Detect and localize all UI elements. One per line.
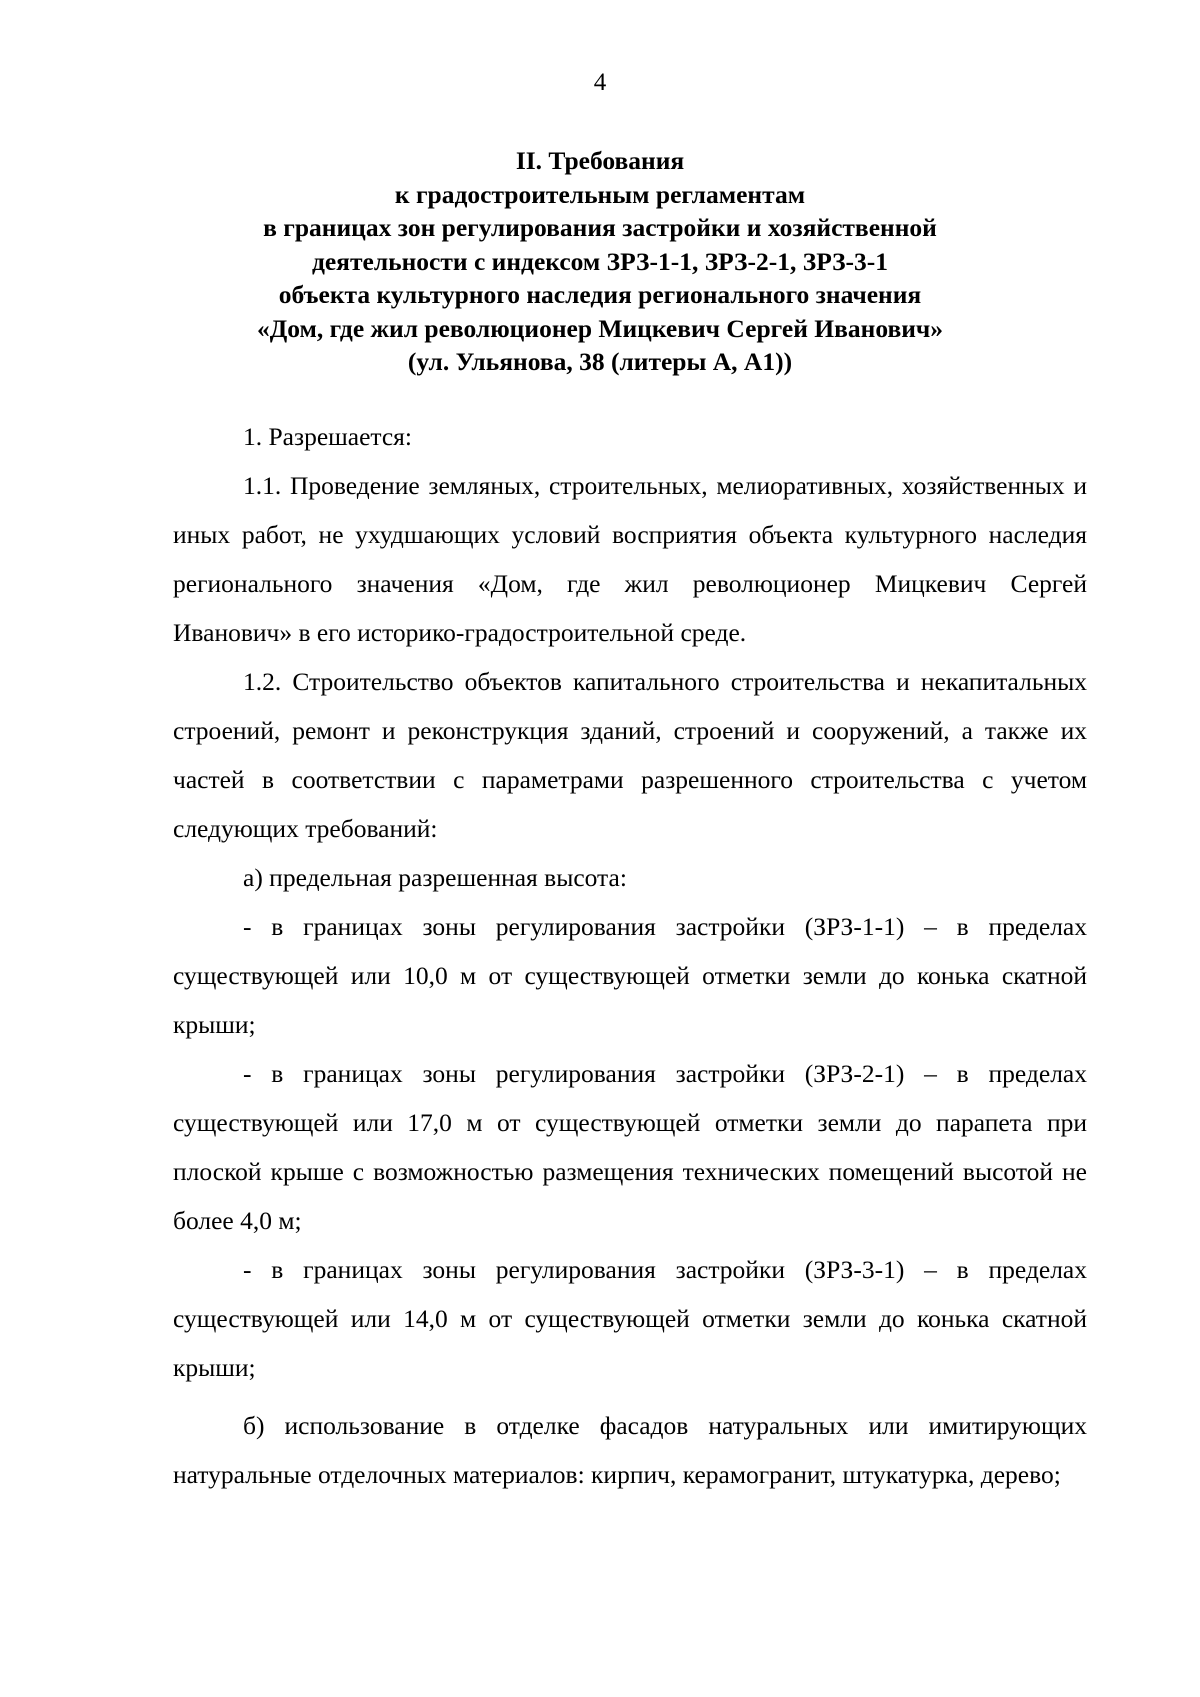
heading-line: к градостроительным регламентам <box>394 179 806 209</box>
paragraph-1-1: 1.1. Проведение земляных, строительных, мелиоративных, хозяйственных и иных работ, не ухудшающих условий восприятия объекта культурного наследия регионального значения «Дом, где жил революционер Мицкевич Сергей Иванович» в его историко-градостроительной среде. <box>173 471 1087 647</box>
heading-line: деятельности с индексом ЗРЗ-1-1, ЗРЗ-2-1, ЗРЗ-3-1 <box>311 246 889 276</box>
paragraph-1-2: 1.2. Строительство объектов капитального строительства и некапитальных строений, ремонт и реконструкция зданий, строений и сооружений, а также их частей в соответствии с параметрами разрешенного строительства с учетом следующих требований: <box>173 667 1087 843</box>
heading-line: (ул. Ульянова, 38 (литеры А, А1)) <box>407 347 793 376</box>
paragraph-zrz-1-1: - в границах зоны регулирования застройки (ЗРЗ-1-1) – в пределах существующей или 10,0 м от существующей отметки земли до конька скатной крыши; <box>173 912 1087 1039</box>
document-body <box>173 412 1087 1499</box>
paragraph-b: б) использование в отделке фасадов натуральных или имитирующих натуральные отделочных материалов: кирпич, керамогранит, штукатурка, дерево; <box>173 1411 1087 1489</box>
heading-line: II. Требования <box>515 146 685 175</box>
page-number: 4 <box>593 69 607 96</box>
section-heading <box>160 144 1040 379</box>
heading-line: объекта культурного наследия регионального значения <box>278 280 922 309</box>
paragraph-permitted: 1. Разрешается: <box>243 422 412 451</box>
paragraph-zrz-3-1: - в границах зоны регулирования застройки (ЗРЗ-3-1) – в пределах существующей или 14,0 м от существующей отметки земли до конька скатной крыши; <box>173 1255 1087 1382</box>
heading-line: «Дом, где жил революционер Мицкевич Сергей Иванович» <box>256 313 944 343</box>
heading-line: в границах зон регулирования застройки и хозяйственной <box>263 213 937 242</box>
paragraph-a: а) предельная разрешенная высота: <box>243 863 627 892</box>
paragraph-zrz-2-1: - в границах зоны регулирования застройки (ЗРЗ-2-1) – в пределах существующей или 17,0 м от существующей отметки земли до парапета при плоской крыше с возможностью размещения технических помещений высотой не более 4,0 м; <box>173 1059 1087 1235</box>
